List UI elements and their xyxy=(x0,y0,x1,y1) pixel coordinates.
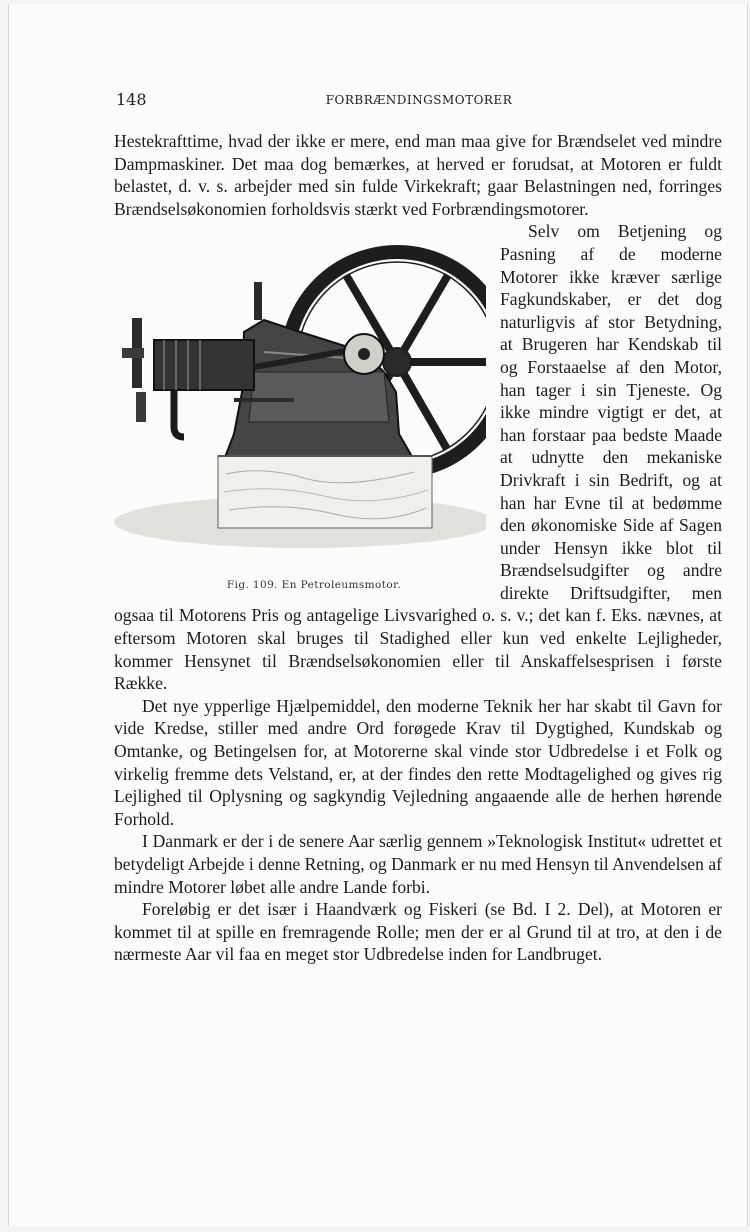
page-header xyxy=(116,90,722,112)
cylinder xyxy=(122,318,254,437)
running-title: FORBRÆNDINGSMOTORER xyxy=(325,93,513,107)
paragraph-4: I Danmark er der i de senere Aar særlig gennem »Teknologisk Institut« udrettet et betydeligt Arbejde i denne Retning, og Danmark er nu med Hensyn til Anvendelsen af mindre Motorer løbet alle andre Lande forbi. xyxy=(114,831,722,897)
figure-109 xyxy=(114,222,486,602)
paragraph-1: Hestekrafttime, hvad der ikke er mere, end man maa give for Brændselet ved mindre Dampmaskiner. Det maa dog bemærkes, at herved er forudsat, at Motoren er fuldt belastet, d. v. s. arbejder med sin fulde Virkekraft; gaar Belastningen ned, forringes Brændselsøkonomien forholdsvis stærkt ved Forbrændingsmotorer. xyxy=(114,131,722,219)
petroleum-engine-illustration xyxy=(114,222,486,572)
page-number: 148 xyxy=(116,90,147,109)
paragraph-3: Det nye ypperlige Hjælpemiddel, den moderne Teknik her har skabt til Gavn for vide Kredse, stiller med andre Ord forøgede Krav til Dygtighed, Kundskab og Omtanke, og Betingelsen for, at Motorerne skal vinde stor Udbredelse i et Folk og virkelig fremme dets Velstand, er, at der findes den rette Modtagelighed og gives rig Lejlighed til Oplysning og sagkyndig Vejledning angaaende alle de herhen hørende Forhold. xyxy=(114,695,722,829)
paragraph-5: Foreløbig er det især i Haandværk og Fiskeri (se Bd. I 2. Del), at Motoren er kommet til at spille en fremragende Rolle; men der er al Grund til at tro, at den i de nærmeste Aar vil faa en meget stor Udbredelse inden for Landbruget. xyxy=(114,899,722,965)
paragraph-2-text: Selv om Betjening og Pasning af de moderne Motorer ikke kræver særlige Fagkundskaber, er det dog naturligvis af stor Betydning, at Brugeren har Kendskab til og Forstaaelse af den Motor, han tager i sin Tjeneste. Og ikke mindre vigtigt er det, at han forstaar paa bedste Maade at udnytte den mekaniske Drivkraft i sin Bedrift, og at han har Evne til at bedømme den økonomiske Side af Sagen under Hensyn ikke blot til Brændselsudgifter og andre direkte Driftsudgifter, men ogsaa til Motorens Pris og antagelige Livsvarighed o. s. v.; det kan f. Eks. nævnes, at eftersom Motoren skal bruges til Stadighed eller kun ved enkelte Lejligheder, kommer Hensynet til Brændselsøkonomien eller til Anskaffelsesprisen i første Række. xyxy=(114,221,722,694)
figure-caption: Fig. 109. En Petroleumsmotor. xyxy=(226,579,402,592)
stone-base xyxy=(218,456,432,528)
body-text xyxy=(114,130,722,966)
paragraph-2 xyxy=(114,220,722,694)
